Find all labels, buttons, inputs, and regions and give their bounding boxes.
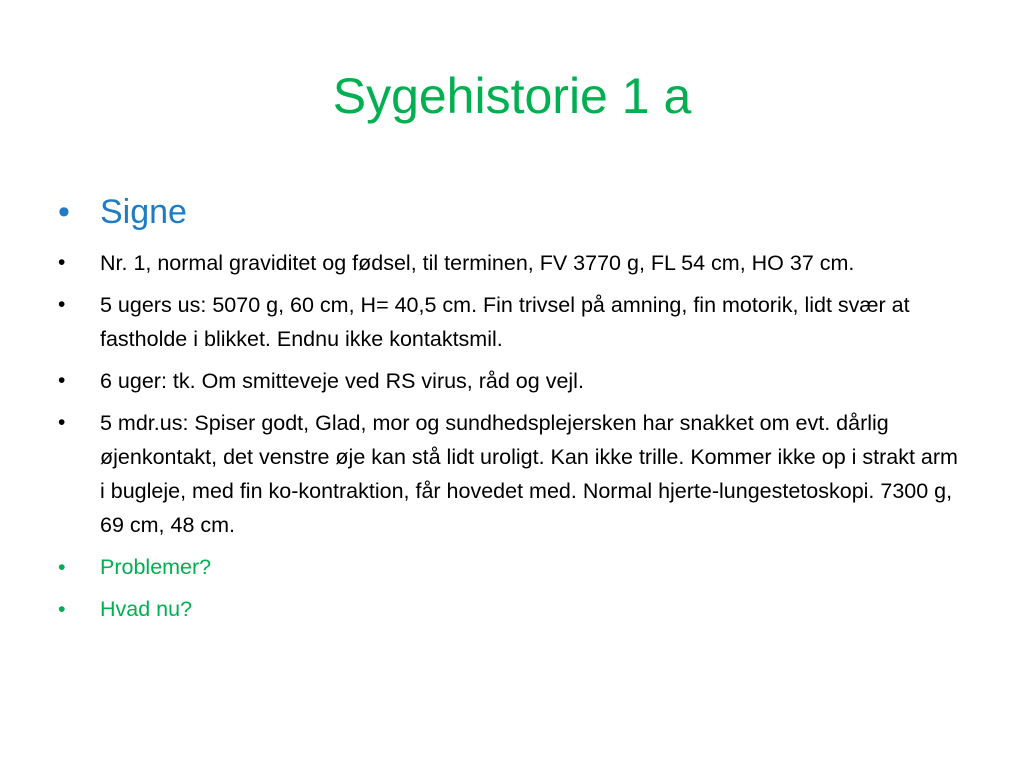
bullet-text: Problemer? [100,555,212,579]
bullet-icon: • [58,293,66,316]
bullet-icon: • [58,411,66,434]
bullet-item [58,364,968,398]
slide-title: Sygehistorie 1 a [332,68,692,124]
bullet-icon: • [58,193,70,231]
bullet-item-question [58,550,968,584]
bullet-text: Nr. 1, normal graviditet og fødsel, til terminen, FV 3770 g, FL 54 cm, HO 37 cm. [100,251,855,275]
bullet-icon: • [58,251,66,274]
bullet-item [58,246,968,280]
bullet-text: 5 ugers us: 5070 g, 60 cm, H= 40,5 cm. Fin trivsel på amning, fin motorik, lidt svær at fastholde i blikket. Endnu ikke kontaktsmil. [100,293,910,351]
bullet-item-patient-name [58,188,968,236]
bullet-item-question [58,592,968,626]
bullet-icon: • [58,369,66,392]
bullet-text: 6 uger: tk. Om smitteveje ved RS virus, råd og vejl. [100,369,584,393]
bullet-icon: • [58,597,66,621]
bullet-text: Signe [100,193,187,231]
bullet-item [58,288,968,356]
bullet-list [58,188,968,634]
bullet-item [58,406,968,542]
bullet-text: Hvad nu? [100,597,193,621]
bullet-icon: • [58,555,66,579]
bullet-text: 5 mdr.us: Spiser godt, Glad, mor og sundhedsplejersken har snakket om evt. dårlig øjenkontakt, det venstre øje kan stå lidt uroligt. Kan ikke trille. Kommer ikke op i strakt arm i bugleje, med fin ko-kontraktion, får hovedet med. Normal hjerte-lungestetoskopi. 7300 g, 69 cm, 48 cm. [100,411,958,537]
